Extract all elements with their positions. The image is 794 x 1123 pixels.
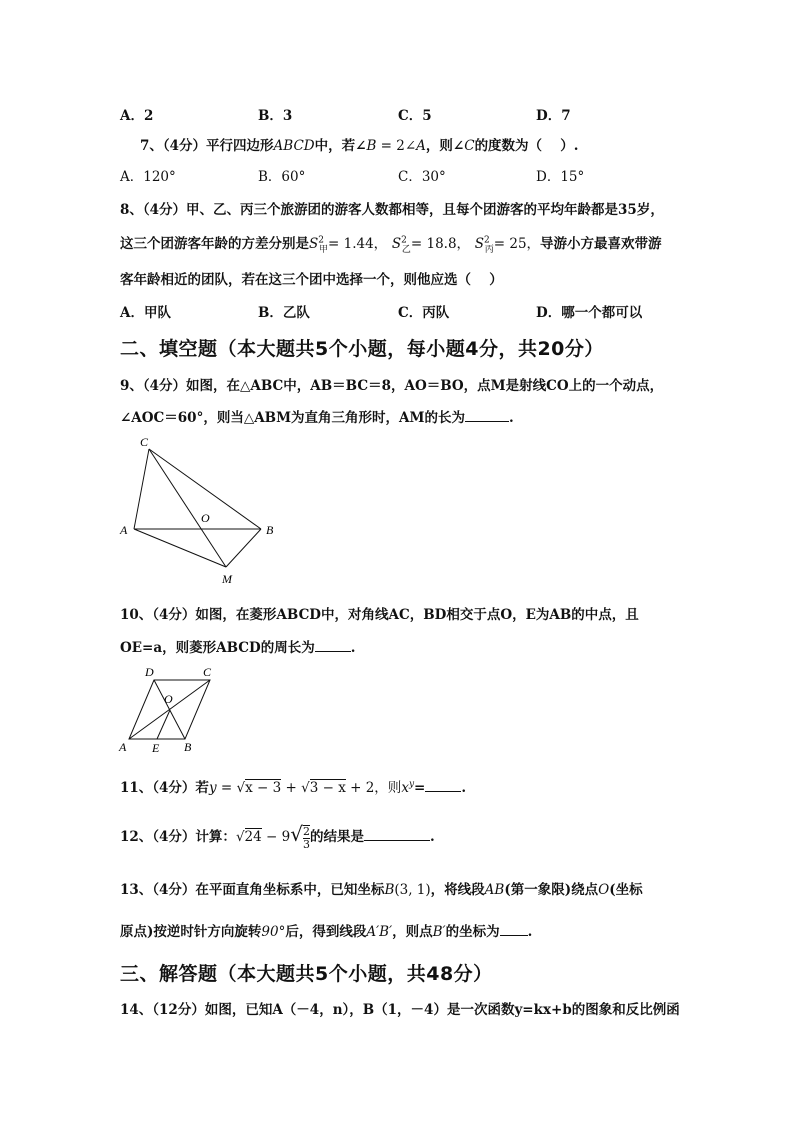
q10-label-a: A xyxy=(119,740,127,754)
q10-label-e: E xyxy=(152,741,160,755)
q10-diagonal-bd xyxy=(154,680,185,739)
q8-option-a: A．甲队 xyxy=(120,305,171,321)
q9-label-a: A xyxy=(120,523,128,537)
q9-label-b: B xyxy=(266,523,274,537)
q9-line-2: ∠AOC＝60°，则当△ABM为直角三角形时，AM的长为 . xyxy=(120,410,514,426)
q9-line-1: 9、（4分）如图，在△ABC中，AB＝BC＝8，AO＝BO，点M是射线CO上的一个动点， xyxy=(120,378,664,394)
q10-rhombus-figure xyxy=(115,660,225,755)
q7-option-a: A．120° xyxy=(120,169,176,185)
q9-segment-bm xyxy=(226,529,261,567)
q12-question: 12、（4分）计算：√24 − 9√ $\frac{2}{3}$ 的结果是 . xyxy=(120,822,435,851)
q11-question: 11、（4分）若y = √x − 3 + √3 − x + 2，则$x^y=$ . xyxy=(120,779,467,796)
q13-answer-blank xyxy=(500,935,528,936)
q9-segment-ca xyxy=(134,449,149,529)
q8-line-3: 客年龄相近的团队，若在这三个团中选择一个，则他应选（ ） xyxy=(120,272,503,288)
q9-label-o: O xyxy=(201,511,210,525)
q14-line-1: 14、（12分）如图，已知A（－4，n），B（1，－4）是一次函数y=kx+b的图象和反比例函 xyxy=(120,1002,680,1018)
q8-line-1: 8、（4分）甲、乙、丙三个旅游团的游客人数都相等，且每个团游客的平均年龄都是35岁， xyxy=(120,202,664,218)
q13-line-1: 13、（4分）在平面直角坐标系中，已知坐标B(3, 1)，将线段AB(第一象限)绕点O(坐标 xyxy=(120,882,643,898)
q9-label-m: M xyxy=(222,572,232,585)
q9-answer-blank xyxy=(465,421,509,422)
q10-answer-blank xyxy=(315,651,351,652)
q6-option-d: D．7 xyxy=(536,108,571,124)
q6-option-a: A．2 xyxy=(120,108,154,124)
q11-answer-blank xyxy=(425,791,461,792)
section-heading-fill-in: 二、填空题（本大题共5个小题，每小题4分，共20分） xyxy=(120,338,604,360)
q7-option-b: B．60° xyxy=(258,169,306,185)
q8-option-b: B．乙队 xyxy=(258,305,310,321)
q6-option-b: B．3 xyxy=(258,108,293,124)
q7-option-c: C．30° xyxy=(398,169,446,185)
q10-label-c: C xyxy=(203,665,212,679)
q9-label-c: C xyxy=(140,435,149,449)
q10-label-d: D xyxy=(145,665,154,679)
q9-segment-am xyxy=(134,529,226,567)
q7-question: 7、（4分）平行四边形ABCD中，若∠B = 2∠A，则∠C的度数为（ ）. xyxy=(140,138,579,154)
q10-label-b: B xyxy=(184,740,192,754)
q10-line-1: 10、（4分）如图，在菱形ABCD中，对角线AC，BD相交于点O，E为AB的中点，且 xyxy=(120,607,639,623)
q13-line-2: 原点)按逆时针方向旋转90°后，得到线段A′B′，则点B′的坐标为 . xyxy=(120,924,533,940)
q10-label-o: O xyxy=(164,692,173,706)
q6-option-c: C．5 xyxy=(398,108,432,124)
q7-option-d: D．15° xyxy=(536,169,585,185)
q8-line-2: 这三个团游客年龄的方差分别是$S^2_甲= 1.44$， $S^2_乙= 18.8$， $S^2_丙= 25$，导游小方最喜欢带游 xyxy=(120,235,662,255)
q12-answer-blank xyxy=(364,840,430,841)
q8-option-c: C．丙队 xyxy=(398,305,450,321)
section-heading-solutions: 三、解答题（本大题共5个小题，共48分） xyxy=(120,963,493,985)
q9-triangle-figure xyxy=(115,430,280,585)
q8-option-d: D．哪一个都可以 xyxy=(536,305,643,321)
q9-segment-cm xyxy=(149,449,226,567)
q10-line-2: OE=a，则菱形ABCD的周长为 . xyxy=(120,640,356,656)
